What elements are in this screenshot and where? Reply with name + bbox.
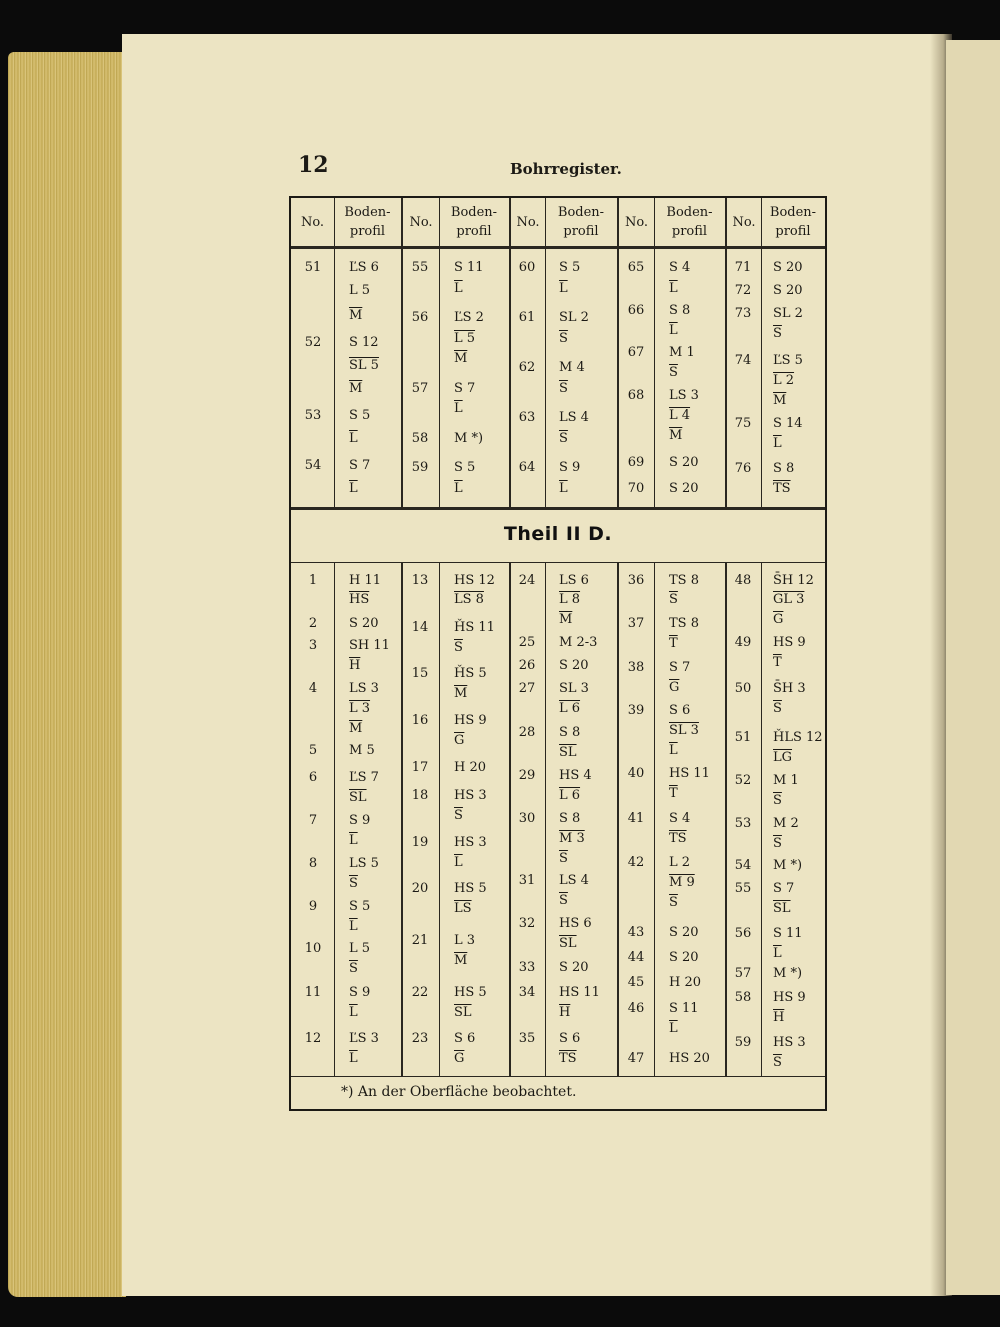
row-number: 56 [734, 926, 752, 941]
soil-profile-entry: S 20 [669, 950, 699, 965]
soil-profile-entry: $\overline{S}$ [559, 851, 568, 866]
row-number: 65 [627, 260, 645, 275]
soil-profile-entry: ȞS 5 [454, 666, 487, 681]
soil-profile-entry: S 5 [454, 460, 476, 475]
row-number: 23 [411, 1031, 429, 1046]
row-number: 28 [518, 725, 536, 740]
soil-profile-entry: HS 6 [559, 916, 592, 931]
soil-profile-entry: H 20 [454, 760, 487, 775]
soil-profile-entry: S 9 [349, 985, 371, 1000]
soil-profile-entry: S 20 [669, 481, 699, 496]
soil-profile-entry: HS 3 [773, 1035, 806, 1050]
soil-profile-entry: $\overline{M}$ [454, 953, 468, 968]
soil-profile-entry: L 5 [349, 941, 371, 956]
header-no: No. [732, 214, 756, 230]
soil-profile-entry: HS 20 [669, 1051, 710, 1066]
soil-profile-entry: S 20 [559, 658, 589, 673]
soil-profile-entry: S 20 [773, 260, 803, 275]
soil-profile-entry: S 20 [669, 455, 699, 470]
soil-profile-entry: ĽS 3 [349, 1031, 379, 1046]
row-number: 25 [518, 635, 536, 650]
soil-profile-entry: S 7 [349, 458, 371, 473]
soil-profile-entry: $\overline{S}$ [773, 701, 782, 716]
soil-profile-entry: ĽS 7 [349, 770, 379, 785]
row-number: 58 [411, 431, 429, 446]
row-number: 16 [411, 713, 429, 728]
soil-profile-entry: $\overline{L}$ [559, 281, 568, 296]
row-number: 72 [734, 283, 752, 298]
soil-profile-entry: L 5 [454, 331, 476, 346]
soil-profile-entry: LS 4 [559, 410, 589, 425]
row-number: 18 [411, 788, 429, 803]
row-number: 48 [734, 573, 752, 588]
running-head: Bohrregister. [510, 160, 622, 178]
row-number: 68 [627, 388, 645, 403]
soil-profile-entry: ĽS 2 [454, 310, 484, 325]
row-number: 64 [518, 460, 536, 475]
row-number: 52 [304, 335, 322, 350]
row-number: 49 [734, 635, 752, 650]
row-number: 40 [627, 766, 645, 781]
soil-profile-entry: S̄H 3 [773, 681, 806, 696]
group-divider [725, 562, 727, 1076]
soil-profile-entry: TS 8 [669, 616, 699, 631]
soil-profile-entry: $\overline{L}$ [349, 833, 358, 848]
row-number: 60 [518, 260, 536, 275]
soil-profile-entry: S 8 [559, 811, 581, 826]
soil-profile-entry: $\overline{L}$ [349, 1005, 358, 1020]
row-number: 24 [518, 573, 536, 588]
soil-profile-entry: $\overline{M}$ [559, 612, 573, 627]
soil-profile-entry: $\overline{H}$ [559, 1005, 571, 1020]
soil-profile-entry: HS 9 [454, 713, 487, 728]
soil-profile-entry: ĽS 5 [773, 353, 803, 368]
soil-profile-entry: M 9 [669, 875, 695, 890]
row-number: 44 [627, 950, 645, 965]
soil-profile-entry: S 5 [349, 408, 371, 423]
soil-profile-entry: $\overline{S}$ [669, 365, 678, 380]
soil-profile-entry: $\overline{S}$ [559, 893, 568, 908]
header-profil: Boden- profil [666, 205, 713, 239]
soil-profile-entry: L 4 [669, 408, 691, 423]
header-profil: Boden- profil [450, 205, 498, 239]
soil-profile-entry: S 5 [559, 260, 581, 275]
soil-profile-entry: S 5 [349, 899, 371, 914]
soil-profile-entry: M *) [454, 431, 484, 446]
soil-profile-entry: L 6 [559, 701, 581, 716]
soil-profile-entry: LS 4 [559, 873, 589, 888]
soil-profile-entry: $\overline{S}$ [773, 793, 782, 808]
soil-profile-entry: $\overline{G}$ [454, 1051, 465, 1066]
row-number: 73 [734, 306, 752, 321]
row-number: 6 [308, 770, 318, 785]
soil-profile-entry: $\overline{TS}$ [669, 831, 687, 846]
soil-profile-entry: $\overline{L}$ [773, 946, 782, 961]
header-profil: Boden- profil [344, 205, 391, 239]
row-number: 17 [411, 760, 429, 775]
section-rule [291, 562, 825, 563]
soil-profile-entry: L 8 [559, 592, 581, 607]
section-rule [291, 507, 825, 510]
soil-profile-entry: L 6 [559, 788, 581, 803]
soil-profile-entry: M 5 [349, 743, 375, 758]
row-number: 75 [734, 416, 752, 431]
footnote-rule [291, 1076, 825, 1077]
row-number: 32 [518, 916, 536, 931]
row-number: 33 [518, 960, 536, 975]
row-number: 67 [627, 345, 645, 360]
row-number: 20 [411, 881, 429, 896]
soil-profile-entry: HS 5 [454, 881, 487, 896]
soil-profile-entry: $\overline{S}$ [773, 1055, 782, 1070]
soil-profile-entry: HS 11 [669, 766, 710, 781]
group-divider [401, 562, 403, 1076]
soil-profile-entry: $\overline{L}$ [773, 436, 782, 451]
soil-profile-entry: H 11 [349, 573, 382, 588]
soil-profile-entry: $\overline{L}$ [669, 323, 678, 338]
col-divider [654, 562, 655, 1076]
footnote: *) An der Oberfläche beobachtet. [341, 1084, 577, 1100]
header-profil: Boden- profil [557, 205, 605, 239]
soil-profile-entry: $\overline{L}$ [349, 481, 358, 496]
soil-profile-entry: M 2-3 [559, 635, 598, 650]
row-number: 30 [518, 811, 536, 826]
borehole-register-table [289, 196, 827, 1111]
soil-profile-entry: GL 3 [773, 592, 805, 607]
row-number: 62 [518, 360, 536, 375]
row-number: 34 [518, 985, 536, 1000]
soil-profile-entry: S 8 [559, 725, 581, 740]
col-divider [545, 562, 546, 1076]
soil-profile-entry: $\overline{L}$ [454, 281, 463, 296]
soil-profile-entry: S 6 [559, 1031, 581, 1046]
soil-profile-entry: HS 4 [559, 768, 592, 783]
row-number: 27 [518, 681, 536, 696]
soil-profile-entry: $\overline{S}$ [349, 876, 358, 891]
row-number: 41 [627, 811, 645, 826]
section-title: Theil II D. [503, 523, 613, 545]
soil-profile-entry: SH 11 [349, 638, 390, 653]
row-number: 55 [734, 881, 752, 896]
soil-profile-entry: $\overline{L}$ [454, 401, 463, 416]
soil-profile-entry: ȞLS 12 [773, 730, 823, 745]
soil-profile-entry: L 5 [349, 283, 371, 298]
soil-profile-entry: ĽS 6 [349, 260, 379, 275]
soil-profile-entry: S 7 [669, 660, 691, 675]
soil-profile-entry: M 4 [559, 360, 585, 375]
soil-profile-entry: $\overline{L}$ [669, 1021, 678, 1036]
row-number: 2 [308, 616, 318, 631]
row-number: 59 [734, 1035, 752, 1050]
soil-profile-entry: LS 5 [349, 856, 379, 871]
row-number: 52 [734, 773, 752, 788]
soil-profile-entry: $\overline{M}$ [349, 721, 363, 736]
soil-profile-entry: SL 2 [559, 310, 589, 325]
soil-profile-entry: S 7 [454, 381, 476, 396]
soil-profile-entry: $\overline{M}$ [349, 381, 363, 396]
row-number: 12 [304, 1031, 322, 1046]
row-number: 38 [627, 660, 645, 675]
soil-profile-entry: M *) [773, 858, 803, 873]
col-divider [334, 562, 335, 1076]
soil-profile-entry: LS 6 [559, 573, 589, 588]
row-number: 4 [308, 681, 318, 696]
soil-profile-entry: $\overline{H}$ [349, 658, 361, 673]
row-number: 59 [411, 460, 429, 475]
soil-profile-entry: S 4 [669, 811, 691, 826]
soil-profile-entry: LS 3 [669, 388, 699, 403]
soil-profile-entry: S 8 [773, 461, 795, 476]
soil-profile-entry: TS 8 [669, 573, 699, 588]
soil-profile-entry: M 3 [559, 831, 585, 846]
row-number: 69 [627, 455, 645, 470]
row-number: 31 [518, 873, 536, 888]
row-number: 21 [411, 933, 429, 948]
soil-profile-entry: $\overline{G}$ [669, 680, 680, 695]
row-number: 37 [627, 616, 645, 631]
soil-profile-entry: S 20 [773, 283, 803, 298]
header-no: No. [624, 214, 649, 230]
row-number: 53 [734, 816, 752, 831]
soil-profile-entry: $\overline{S}$ [454, 808, 463, 823]
soil-profile-entry: S 12 [349, 335, 379, 350]
row-number: 42 [627, 855, 645, 870]
soil-profile-entry: SL 3 [559, 681, 589, 696]
soil-profile-entry: S 20 [349, 616, 379, 631]
row-number: 70 [627, 481, 645, 496]
soil-profile-entry: HS 9 [773, 990, 806, 1005]
row-number: 29 [518, 768, 536, 783]
soil-profile-entry: ȞS 11 [454, 620, 495, 635]
row-number: 51 [734, 730, 752, 745]
row-number: 46 [627, 1001, 645, 1016]
row-number: 47 [627, 1051, 645, 1066]
soil-profile-entry: S 8 [669, 303, 691, 318]
row-number: 76 [734, 461, 752, 476]
row-number: 45 [627, 975, 645, 990]
soil-profile-entry: $\overline{L}$ [349, 1051, 358, 1066]
soil-profile-entry: $\overline{S}$ [773, 836, 782, 851]
header-rule [291, 246, 825, 249]
soil-profile-entry: L 2 [773, 373, 795, 388]
soil-profile-entry: $\overline{S}$ [559, 331, 568, 346]
soil-profile-entry: $\overline{TS}$ [773, 481, 791, 496]
row-number: 58 [734, 990, 752, 1005]
soil-profile-entry: $\overline{M}$ [454, 351, 468, 366]
header-no: No. [409, 214, 433, 230]
soil-profile-entry: $\overline{L}$ [454, 481, 463, 496]
soil-profile-entry: $\overline{H}$ [773, 1010, 785, 1025]
soil-profile-entry: S 11 [669, 1001, 699, 1016]
soil-profile-entry: $\overline{S}$ [559, 381, 568, 396]
soil-profile-entry: SL 2 [773, 306, 803, 321]
soil-profile-entry: S 11 [773, 926, 803, 941]
soil-profile-entry: $\overline{M}$ [349, 308, 363, 323]
soil-profile-entry: H 20 [669, 975, 702, 990]
soil-profile-entry: $\overline{S}$ [669, 895, 678, 910]
row-number: 56 [411, 310, 429, 325]
soil-profile-entry: M 1 [773, 773, 799, 788]
row-number: 26 [518, 658, 536, 673]
row-number: 55 [411, 260, 429, 275]
soil-profile-entry: S 6 [669, 703, 691, 718]
soil-profile-entry: S 9 [559, 460, 581, 475]
soil-profile-entry: HS 5 [454, 985, 487, 1000]
soil-profile-entry: $\overline{T}$ [669, 636, 678, 651]
soil-profile-entry: HS 11 [559, 985, 600, 1000]
soil-profile-entry: $\overline{M}$ [773, 393, 787, 408]
header-profil: Boden- profil [769, 205, 817, 239]
soil-profile-entry: $\overline{LS}$ [454, 901, 472, 916]
soil-profile-entry: S 14 [773, 416, 803, 431]
row-number: 36 [627, 573, 645, 588]
soil-profile-entry: L 3 [454, 933, 476, 948]
soil-profile-entry: $\overline{L}$ [349, 431, 358, 446]
soil-profile-entry: LS 3 [349, 681, 379, 696]
soil-profile-entry: $\overline{G}$ [773, 612, 784, 627]
soil-profile-entry: $\overline{S}$ [773, 326, 782, 341]
soil-profile-entry: HS 3 [454, 835, 487, 850]
soil-profile-entry: $\overline{M}$ [454, 686, 468, 701]
soil-profile-entry: SL 3 [669, 723, 699, 738]
row-number: 22 [411, 985, 429, 1000]
soil-profile-entry: $\overline{T}$ [773, 655, 782, 670]
facing-page [946, 40, 1000, 1295]
soil-profile-entry: S̄H 12 [773, 573, 814, 588]
row-number: 35 [518, 1031, 536, 1046]
soil-profile-entry: HS 12 [454, 573, 495, 588]
soil-profile-entry: $\overline{SL}$ [559, 745, 577, 760]
row-number: 54 [734, 858, 752, 873]
soil-profile-entry: M *) [773, 966, 803, 981]
soil-profile-entry: SL 5 [349, 358, 379, 373]
soil-profile-entry: M 1 [669, 345, 695, 360]
soil-profile-entry: S 20 [669, 925, 699, 940]
row-number: 51 [304, 260, 322, 275]
soil-profile-entry: M 2 [773, 816, 799, 831]
page-number: 12 [298, 152, 329, 178]
soil-profile-entry: S 11 [454, 260, 484, 275]
soil-profile-entry: LS 8 [454, 592, 484, 607]
soil-profile-entry: $\overline{T}$ [669, 786, 678, 801]
row-number: 66 [627, 303, 645, 318]
soil-profile-entry: HS 9 [773, 635, 806, 650]
soil-profile-entry: S 4 [669, 260, 691, 275]
soil-profile-entry: S 20 [559, 960, 589, 975]
soil-profile-entry: S 6 [454, 1031, 476, 1046]
row-number: 57 [411, 381, 429, 396]
soil-profile-entry: $\overline{L}$ [669, 281, 678, 296]
row-number: 57 [734, 966, 752, 981]
group-divider [617, 562, 619, 1076]
row-number: 63 [518, 410, 536, 425]
row-number: 15 [411, 666, 429, 681]
soil-profile-entry: $\overline{G}$ [454, 733, 465, 748]
row-number: 8 [308, 856, 318, 871]
soil-profile-entry: $\overline{TS}$ [559, 1051, 577, 1066]
row-number: 5 [308, 743, 318, 758]
soil-profile-entry: S 9 [349, 813, 371, 828]
row-number: 54 [304, 458, 322, 473]
soil-profile-entry: $\overline{S}$ [454, 640, 463, 655]
soil-profile-entry: $\overline{SL}$ [454, 1005, 472, 1020]
header-no: No. [300, 214, 325, 230]
row-number: 7 [308, 813, 318, 828]
row-number: 53 [304, 408, 322, 423]
soil-profile-entry: $\overline{L}$ [669, 743, 678, 758]
row-number: 9 [308, 899, 318, 914]
row-number: 1 [308, 573, 318, 588]
row-number: 61 [518, 310, 536, 325]
soil-profile-entry: L 2 [669, 855, 691, 870]
row-number: 3 [308, 638, 318, 653]
soil-profile-entry: $\overline{SL}$ [349, 790, 367, 805]
soil-profile-entry: $\overline{HS}$ [349, 592, 370, 607]
soil-profile-entry: $\overline{S}$ [669, 592, 678, 607]
row-number: 11 [304, 985, 322, 1000]
soil-profile-entry: S 7 [773, 881, 795, 896]
row-number: 43 [627, 925, 645, 940]
soil-profile-entry: $\overline{L}$ [349, 919, 358, 934]
soil-profile-entry: $\overline{SL}$ [773, 901, 791, 916]
row-number: 13 [411, 573, 429, 588]
book-page-edges [8, 52, 126, 1297]
soil-profile-entry: $\overline{S}$ [349, 961, 358, 976]
col-divider [439, 562, 440, 1076]
soil-profile-entry: $\overline{SL}$ [559, 936, 577, 951]
row-number: 71 [734, 260, 752, 275]
soil-profile-entry: $\overline{L}$ [454, 855, 463, 870]
soil-profile-entry: $\overline{L}$ [559, 481, 568, 496]
soil-profile-entry: $\overline{M}$ [669, 428, 683, 443]
soil-profile-entry: L 3 [349, 701, 371, 716]
soil-profile-entry: HS 3 [454, 788, 487, 803]
soil-profile-entry: $\overline{LG}$ [773, 750, 793, 765]
soil-profile-entry: $\overline{S}$ [559, 431, 568, 446]
group-divider [509, 562, 511, 1076]
row-number: 39 [627, 703, 645, 718]
row-number: 14 [411, 620, 429, 635]
row-number: 74 [734, 353, 752, 368]
col-divider [761, 562, 762, 1076]
row-number: 19 [411, 835, 429, 850]
header-no: No. [516, 214, 540, 230]
row-number: 50 [734, 681, 752, 696]
row-number: 10 [304, 941, 322, 956]
